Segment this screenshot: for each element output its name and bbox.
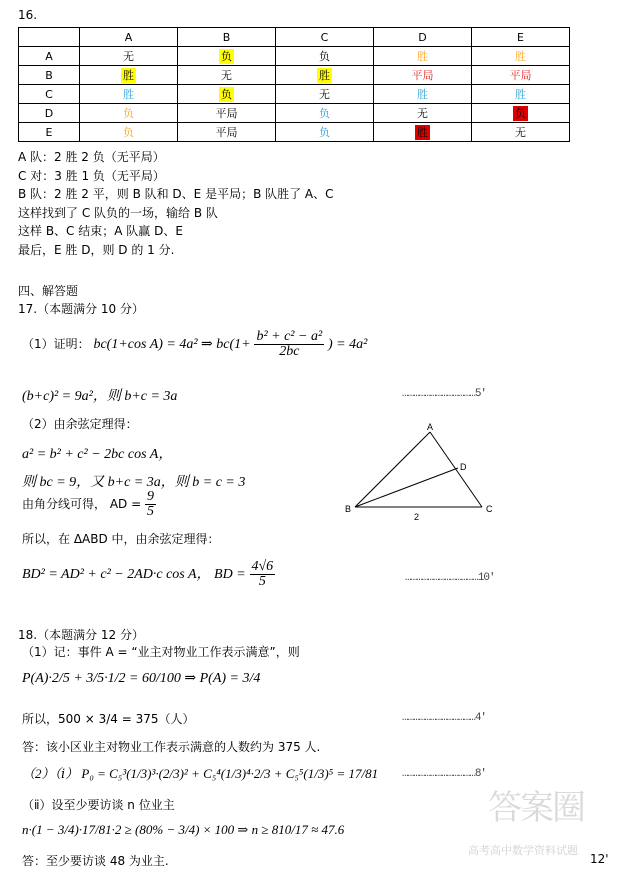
note-line: 这样 B、C 结束；A 队赢 D、E <box>18 224 183 239</box>
table-cell <box>374 104 472 123</box>
cell-text: 无 <box>417 107 428 120</box>
q17-line7 <box>22 560 275 589</box>
table-cell <box>276 85 374 104</box>
table-cell <box>80 85 178 104</box>
table-header-row <box>19 28 570 47</box>
score-marker-12: 12' <box>590 852 609 866</box>
note-line: B 队：2 胜 2 平，则 B 队和 D、E 是平局；B 队胜了 A、C <box>18 187 334 202</box>
cell-text: 负 <box>515 107 526 120</box>
cell-text: 无 <box>123 50 134 63</box>
table-row <box>19 104 570 123</box>
table-header-cell: A <box>80 28 178 47</box>
bd-fraction <box>250 560 276 589</box>
watermark-logo: 答案圈 <box>488 788 584 828</box>
table-header-cell <box>19 28 80 47</box>
table-row <box>19 85 570 104</box>
table-row <box>19 123 570 142</box>
table-cell <box>178 85 276 104</box>
table-cell <box>178 66 276 85</box>
cell-text: 无 <box>319 88 330 101</box>
table-cell <box>80 123 178 142</box>
cell-text: 负 <box>319 107 330 120</box>
vertex-b-label: B <box>345 504 352 514</box>
score-marker-5: …………………………………5' <box>402 388 487 400</box>
q18-answer2: 答：至少要访谈 48 为业主. <box>22 854 169 868</box>
table-header-cell: D <box>374 28 472 47</box>
note-line: 最后，E 胜 D，则 D 的 1 分. <box>18 242 175 257</box>
table-row <box>19 66 570 85</box>
cell-text: E <box>45 125 53 139</box>
table-cell <box>80 47 178 66</box>
cell-text: B <box>45 68 53 82</box>
cell-text: 无 <box>515 126 526 139</box>
q17-eq1-fraction <box>254 330 324 359</box>
table-cell <box>374 66 472 85</box>
cell-text: 平局 <box>411 69 434 82</box>
q17-part2-label: （2）由余弦定理得： <box>22 417 138 431</box>
cell-text: 负 <box>221 50 232 63</box>
cell-text: 平局 <box>215 126 238 139</box>
fraction-denominator: 2bc <box>279 344 300 359</box>
watermark-caption: 高考高中数学资料试题 <box>468 844 578 857</box>
table-cell <box>19 47 80 66</box>
score-marker-8: …………………………………8' <box>402 768 487 780</box>
table-cell <box>374 123 472 142</box>
table-cell <box>472 66 570 85</box>
q18-eq2: n·(1 − 3/4)·17/81·2 ≥ (80% − 3/4) × 100 ⇒ n ≥ 810/17 ≈ 47.6 <box>22 822 345 837</box>
cell-text: 胜 <box>417 88 428 101</box>
q17-title: 17.（本题满分 10 分） <box>18 302 144 316</box>
table-cell <box>472 104 570 123</box>
cell-text: 胜 <box>417 50 428 63</box>
cell-text: 无 <box>221 69 232 82</box>
fraction-denominator: 5 <box>258 574 266 589</box>
q17-eq1-left: bc(1+cos A) = 4a² ⇒ bc(1+ <box>93 337 251 352</box>
table-row <box>19 47 570 66</box>
table-cell <box>80 104 178 123</box>
table-cell <box>178 47 276 66</box>
q18-part1: （1）记：事件 A = “业主对物业工作表示满意”，则 <box>22 645 300 659</box>
cell-text: 负 <box>221 88 232 101</box>
note-line: C 对：3 胜 1 负（无平局） <box>18 168 165 183</box>
table-cell <box>276 66 374 85</box>
cell-text: C <box>45 87 53 101</box>
table-cell <box>19 66 80 85</box>
fraction-numerator: 4√6 <box>251 559 274 574</box>
cell-text: 负 <box>319 50 330 63</box>
q17-line5 <box>22 490 156 519</box>
q18-part2i: （2）（ⅰ） P₀ = C₅³(1/3)³·(2/3)² + C₅⁴(1/3)⁴·2/3 + C₅⁵(1/3)⁵ = 17/81 <box>22 766 379 781</box>
score-marker-10: …………………………………10' <box>405 572 495 584</box>
cell-text: 负 <box>123 126 134 139</box>
table-header-cell: B <box>178 28 276 47</box>
table-cell <box>374 85 472 104</box>
q17-line4: 则 bc = 9，又 b+c = 3a，则 b = c = 3 <box>22 475 246 490</box>
section-heading: 四、解答题 <box>18 284 79 298</box>
q18-answer1: 答：该小区业主对物业工作表示满意的人数约为 375 人. <box>22 740 321 754</box>
q17-line5-prefix: 由角分线可得， AD = <box>22 497 142 511</box>
table-cell <box>472 85 570 104</box>
table-cell <box>374 47 472 66</box>
q17-line6: 所以，在 ΔABD 中，由余弦定理得： <box>22 532 220 546</box>
ad-fraction <box>145 490 156 519</box>
q18-title: 18.（本题满分 12 分） <box>18 628 144 642</box>
cell-text: 负 <box>123 107 134 120</box>
cell-text: 胜 <box>515 88 526 101</box>
q17-line2: (b+c)² = 9a²，则 b+c = 3a <box>22 389 178 404</box>
q17-part1 <box>22 330 367 359</box>
cell-text: A <box>45 49 53 63</box>
fraction-numerator: 9 <box>146 489 154 504</box>
table-cell <box>19 104 80 123</box>
table-cell <box>472 47 570 66</box>
q18-part2ii: （ⅱ）设至少要访谈 n 位业主 <box>22 798 175 812</box>
match-result-table <box>18 27 570 142</box>
q17-p1-label: （1）证明： <box>22 337 90 351</box>
q18-line2: 所以，500 × 3/4 = 375（人） <box>22 712 195 726</box>
table-cell <box>276 104 374 123</box>
vertex-c-label: C <box>486 504 493 514</box>
cell-text: 胜 <box>515 50 526 63</box>
table-cell <box>178 104 276 123</box>
table-cell <box>80 66 178 85</box>
cell-text: 负 <box>319 126 330 139</box>
triangle-diagram <box>340 422 500 522</box>
q16-notes <box>18 148 334 260</box>
cell-text: 平局 <box>509 69 532 82</box>
q18-eq1: P(A)·2/5 + 3/5·1/2 = 60/100 ⇒ P(A) = 3/4 <box>22 671 261 686</box>
vertex-a-label: A <box>427 422 434 432</box>
table-cell <box>276 123 374 142</box>
table-header-cell: E <box>472 28 570 47</box>
q17-line3: a² = b² + c² − 2bc cos A， <box>22 447 173 462</box>
cell-text: 胜 <box>123 69 134 82</box>
side-length-label: 2 <box>414 512 420 522</box>
score-marker-4: …………………………………4' <box>402 712 487 724</box>
cell-text: 胜 <box>123 88 134 101</box>
vertex-d-label: D <box>460 462 467 472</box>
table-cell <box>19 85 80 104</box>
table-cell <box>19 123 80 142</box>
note-line: A 队：2 胜 2 负（无平局） <box>18 150 165 164</box>
table-header-cell: C <box>276 28 374 47</box>
cell-text: 平局 <box>215 107 238 120</box>
table-cell <box>472 123 570 142</box>
q17-line7-left: BD² = AD² + c² − 2AD·c cos A， BD = <box>22 567 246 582</box>
cell-text: 胜 <box>417 126 428 139</box>
table-cell <box>276 47 374 66</box>
table-cell <box>178 123 276 142</box>
q17-eq1-right: ) = 4a² <box>327 337 368 352</box>
cell-text: D <box>44 106 54 120</box>
q16-number: 16. <box>18 8 38 22</box>
cell-text: 胜 <box>319 69 330 82</box>
fraction-denominator: 5 <box>146 504 154 519</box>
note-line: 这样找到了 C 队负的一场，输给 B 队 <box>18 205 218 220</box>
fraction-numerator: b² + c² − a² <box>256 329 323 344</box>
